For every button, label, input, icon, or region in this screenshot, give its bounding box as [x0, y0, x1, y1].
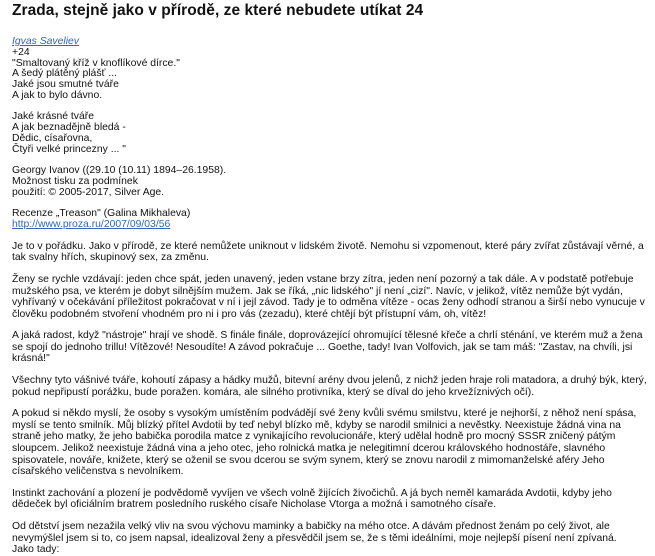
poem-line: A jak to bylo dávno. — [12, 89, 103, 101]
paragraph-line: nevymýšlel jsem si to, co jsem napsal, idealizoval ženy a přesvědčil jsem se, že s těmi ideálními, moje nejlepší písení není zpívaná. — [12, 532, 617, 544]
poem-line: +24 — [12, 46, 30, 58]
poem-line: Dědic, císařovna, — [12, 132, 93, 144]
poem-stanza-2 — [12, 112, 649, 155]
paragraph-line: Jako tady: — [12, 544, 60, 556]
paragraph-line: císařského veličenstva s nevolníkem. — [12, 466, 184, 478]
paragraph-5 — [12, 408, 649, 478]
paragraph-line: Ženy se rychle vzdávají: jeden chce spát, jeden unavený, jeden vstane brzy zítra, jeden není pozorný a tak dále. A v podstatě potřebuje — [12, 273, 634, 285]
credit-line: Georgy Ivanov ((29.10 (10.11) 1894–26.1958). — [12, 165, 227, 177]
poem-line: Jaké krásné tváře — [12, 111, 95, 123]
paragraph-1 — [12, 241, 649, 264]
paragraph-2 — [12, 274, 649, 320]
paragraph-line: Všechny tyto vášnivé tváře, kohoutí zápasy a hádky mužů, bitevní arény dvou jelenů, z nichž jeden hraje roli matadora, a druhý býk, který, — [12, 375, 647, 387]
paragraph-line: A jaká radost, když "nástroje" hrají ve shodě. S finále finále, doprovázející ohromující tělesné křeče a chrlí sténání, ve kterém muž a žena — [12, 330, 643, 342]
credit-line: použití: © 2005-2017, Silver Age. — [12, 186, 165, 198]
author-link[interactable]: Igvas Saveliev — [12, 36, 79, 47]
paragraph-line: pokud nepřipustí porážku, bude poražen. komára, ale silného protivníka, který se díval do jeho krvežíznivých očí). — [12, 386, 535, 398]
poem-line: "Smaltovaný kříž v knoflíkové dírce." — [12, 57, 180, 69]
poem-block — [12, 37, 649, 231]
paragraph-line: dědeček byl oficiálním bratrem posledního ruského císaře Nicholase Vtorga a možná i samotného císaře. — [12, 499, 496, 511]
paragraph-line: krásná!" — [12, 353, 50, 365]
paragraph-line: člověku podobném stvoření vhodném pro ni i pro vás (zezadu), které chtějí být přístupní vám, oh, vítěz! — [12, 308, 487, 320]
review-block — [12, 209, 649, 231]
poem-line: A šedý plátěný plášť ... — [12, 68, 117, 80]
paragraph-line: se spojí do jednoho trillu! Vítězové! Nesoudíte! A závod pokračuje ... Goethe, tady! Ivan Volfovich, jak se tam máš: "Zastav, na chvíli, jsi — [12, 341, 633, 353]
review-label: Recenze „Treason" (Galina Mikhaleva) — [12, 208, 191, 220]
paragraph-line: Instinkt zachování a plození je podvědomě vyvíjen ve všech volně žijících živočichů. A já bych neměl kamaráda Avdotii, kdyby jeho — [12, 487, 612, 499]
paragraph-line: tak svalny hřích, skupinový sex, za změnu. — [12, 252, 209, 264]
paragraph-6 — [12, 488, 649, 511]
credit-line: Možnost tisku za podmínek — [12, 175, 138, 187]
review-link[interactable]: http://www.proza.ru/2007/09/03/56 — [12, 218, 171, 230]
paragraph-7 — [12, 521, 649, 556]
paragraph-line: Od dětství jsem nezažila velký vliv na svou výchovu maminky a babičky na mého otce. A dávám přednost ženám po celý život, ale — [12, 521, 610, 533]
paragraph-line: straně jeho matky, že jeho babička porodila matce z vynikajícího revolucionáře, který udělal hodně pro mocný SSSR zničený pátým — [12, 431, 616, 443]
paragraph-line: mužského psa, ve kterém je dobyt silnějším mužem. Jak se říká, „nic lidského" jí není „cizí". Navíc, v jelikož, vítěz nemůže být vydán, — [12, 285, 623, 297]
poem-line: Čtyři velké princezny ... " — [12, 143, 126, 155]
paragraph-3 — [12, 330, 649, 365]
poem-line: A jak beznadějně bledá - — [12, 122, 126, 134]
paragraph-line: vyhřívaný v očekávání příležitost pokračovat v ní i jejl závod. Tady je to odměna vítěze - ocas ženy odhodí stranou a širší nebo vynucuje v — [12, 297, 645, 309]
paragraph-line: spisovatele, nováře, knižete, který se oženil se svou dcerou se svým synem, který se znovu narodil z mimomanželské aféry Jeho — [12, 454, 605, 466]
paragraph-line: myslí se tento smilník. Můj blízký přítel Avdotii by teď nebyl blízko mě, kdyby se narodil smilnici a nevěstky. Neexistuje žádná vina na — [12, 419, 621, 431]
poem-credits — [12, 166, 649, 198]
paragraph-4 — [12, 375, 649, 398]
poem-stanza-1 — [12, 48, 649, 102]
paragraph-line: Je to v pořádku. Jako v přírodě, ze které nemůžete uniknout v lidském životě. Nemohu si vzpomenout, které páry zvířat zůstávají věrné, a — [12, 240, 644, 252]
poem-line: Jaké jsou smutné tváře — [12, 79, 119, 91]
page-title: Zrada, stejně jako v přírodě, ze které nebudete utíkat 24 — [12, 2, 424, 19]
paragraph-line: sloupcem. Jelikož neexistuje žádná vina a jeho otec, jeho rolnická matka je nelegitimní dcerou královského hodnostáře, slavného — [12, 443, 606, 455]
paragraph-line: A pokud si někdo myslí, že osoby s vysokým umístěním podvádějí své ženy kvůli svému smilstvu, které je nejhorší, z něhož není spása, — [12, 408, 637, 420]
